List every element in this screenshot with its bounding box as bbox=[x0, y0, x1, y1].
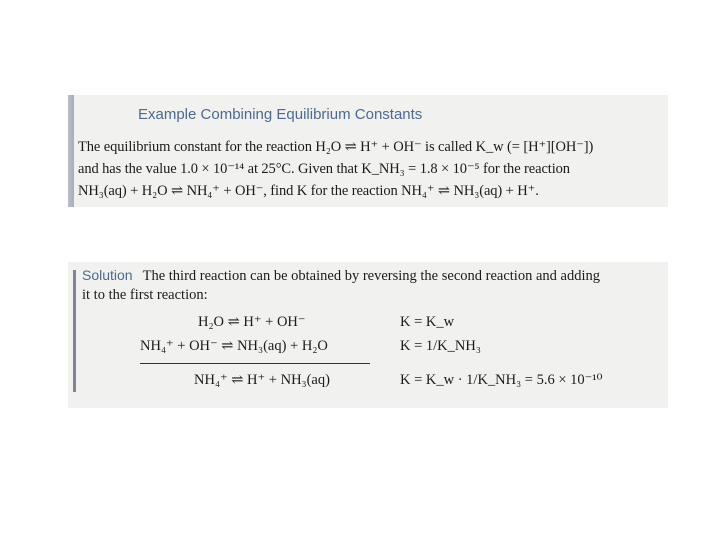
reaction-k-1: K = K_w bbox=[400, 314, 455, 330]
example-panel bbox=[68, 95, 668, 207]
solution-intro-line-1 bbox=[82, 267, 600, 285]
solution-label: Solution bbox=[82, 267, 133, 283]
solution-sidebar-bar bbox=[73, 270, 76, 392]
reaction-equation-2: NH₄⁺ + OH⁻ ⇌ NH₃(aq) + H₂O bbox=[140, 338, 328, 354]
reaction-k-2: K = 1/K_NH₃ bbox=[400, 338, 481, 354]
solution-intro-line-2: it to the first reaction: bbox=[82, 287, 208, 303]
reaction-equation-1: H₂O ⇌ H⁺ + OH⁻ bbox=[198, 314, 306, 330]
example-line-3: NH₃(aq) + H₂O ⇌ NH₄⁺ + OH⁻, find K for the reaction NH₄⁺ ⇌ NH₃(aq) + H⁺. bbox=[78, 183, 539, 199]
reaction-k-3: K = K_w · 1/K_NH₃ = 5.6 × 10⁻¹⁰ bbox=[400, 372, 603, 388]
example-label: Example bbox=[138, 106, 197, 123]
example-sidebar-bar bbox=[68, 95, 74, 207]
example-line-1: The equilibrium constant for the reaction H₂O ⇌ H⁺ + OH⁻ is called K_w (= [H⁺][OH⁻]) bbox=[78, 139, 594, 155]
sum-line bbox=[140, 363, 370, 364]
example-title: Combining Equilibrium Constants bbox=[200, 106, 423, 123]
solution-intro-text: The third reaction can be obtained by reversing the second reaction and adding bbox=[142, 268, 600, 284]
solution-panel bbox=[68, 262, 668, 408]
reaction-equation-3: NH₄⁺ ⇌ H⁺ + NH₃(aq) bbox=[194, 372, 330, 388]
example-heading bbox=[138, 106, 422, 123]
example-line-2: and has the value 1.0 × 10⁻¹⁴ at 25°C. Given that K_NH₃ = 1.8 × 10⁻⁵ for the reaction bbox=[78, 161, 570, 177]
